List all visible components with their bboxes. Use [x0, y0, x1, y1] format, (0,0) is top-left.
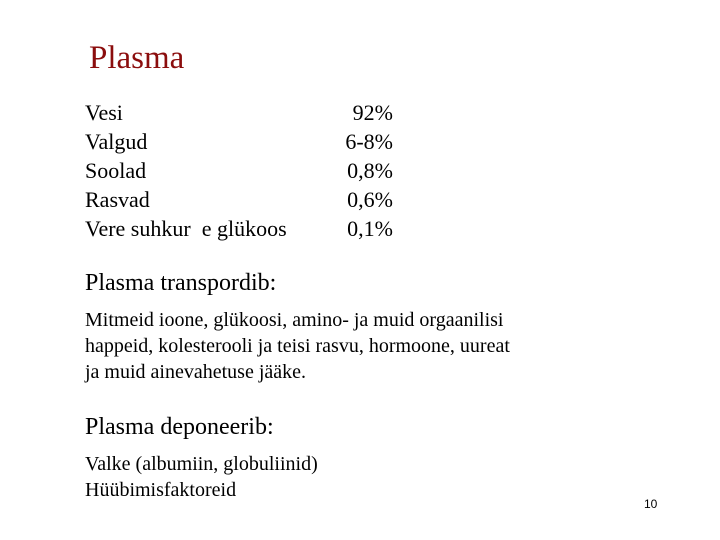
- composition-name: Valgud: [85, 129, 148, 154]
- composition-name: Soolad: [85, 158, 147, 183]
- deposits-line: Hüübimisfaktoreid: [85, 479, 237, 501]
- transports-line: ja muid ainevahetuse jääke.: [85, 361, 307, 383]
- composition-value: 0,8%: [347, 158, 393, 183]
- transports-line: happeid, kolesterooli ja teisi rasvu, hormoone, uureat: [85, 335, 510, 357]
- slide-title: Plasma: [89, 40, 185, 76]
- composition-value: 6-8%: [345, 129, 393, 154]
- deposits-heading: Plasma deponeerib:: [85, 414, 274, 440]
- transports-text: [85, 307, 510, 385]
- transports-heading: Plasma transpordib:: [85, 270, 277, 296]
- composition-value: 0,1%: [347, 216, 393, 241]
- deposits-text: [85, 451, 318, 503]
- composition-value: 0,6%: [347, 187, 393, 212]
- deposits-line: Valke (albumiin, globuliinid): [85, 453, 318, 475]
- composition-name: Rasvad: [85, 187, 150, 212]
- composition-value: 92%: [352, 100, 393, 125]
- transports-line: Mitmeid ioone, glükoosi, amino- ja muid orgaanilisi: [85, 309, 504, 331]
- page-number: 10: [644, 497, 658, 511]
- composition-name: Vere suhkur e glükoos: [85, 216, 287, 241]
- composition-name: Vesi: [85, 100, 123, 125]
